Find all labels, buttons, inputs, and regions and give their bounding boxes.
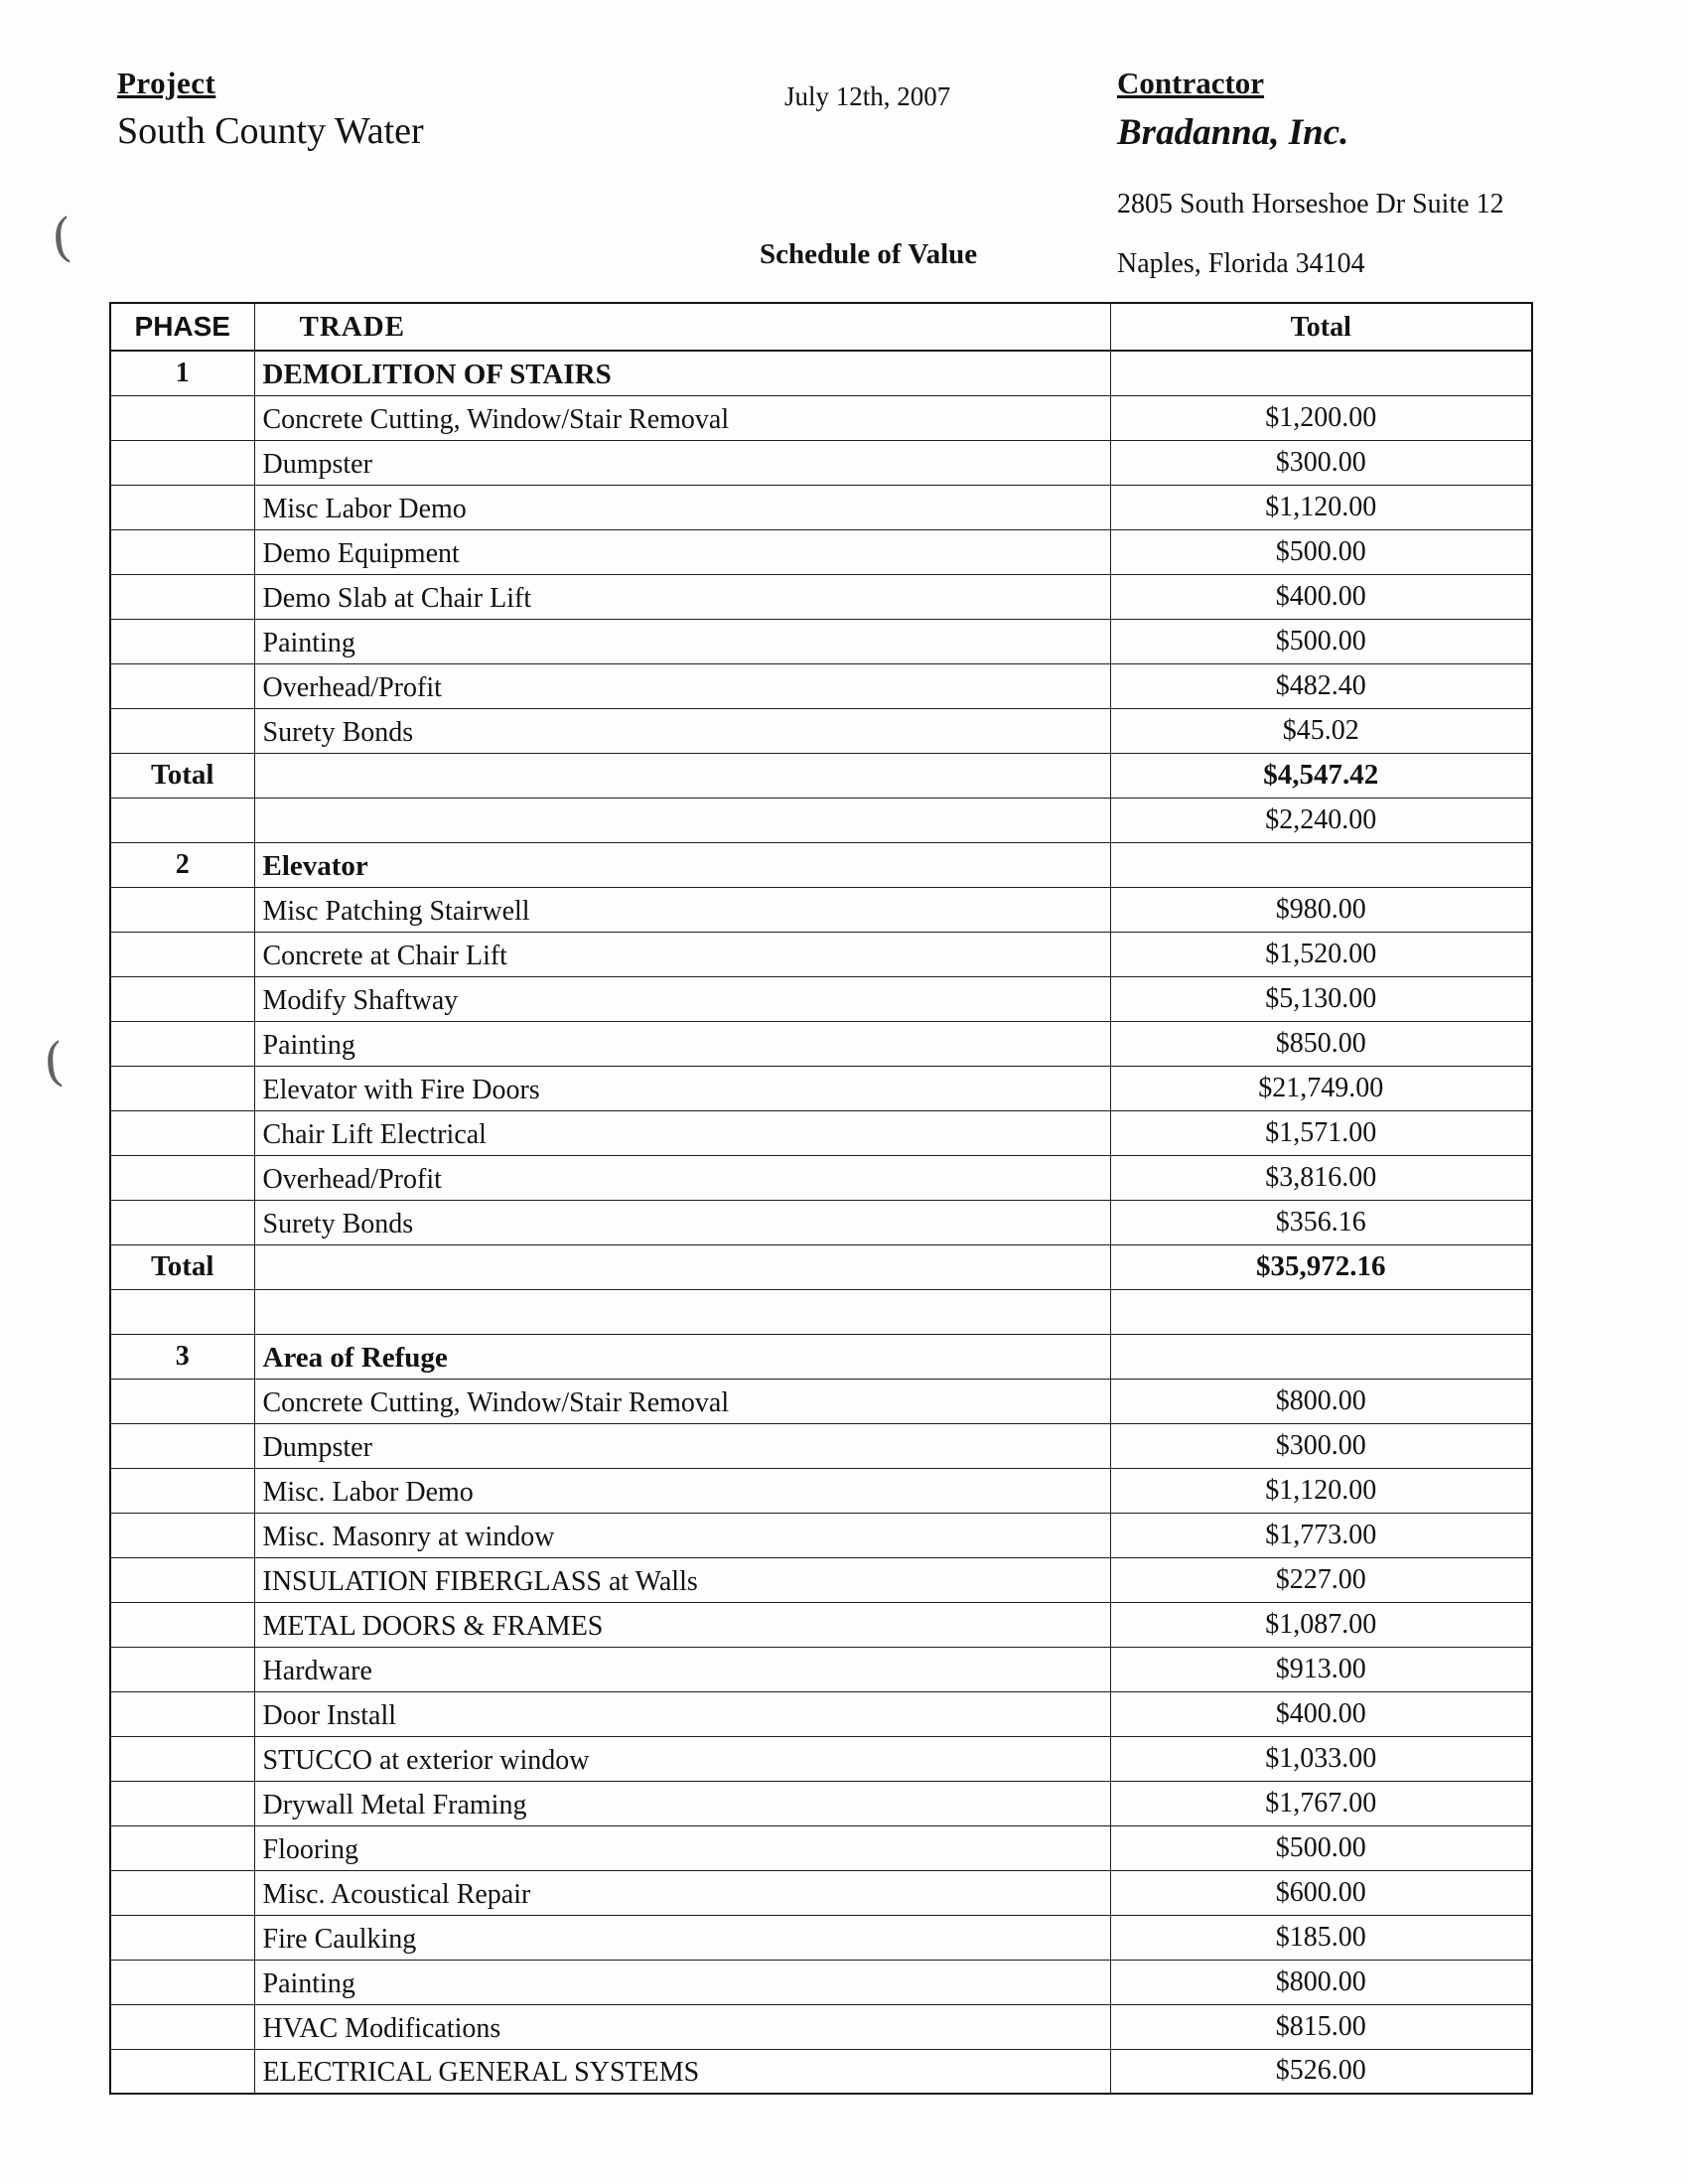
- table-row: [110, 1736, 1532, 1781]
- trade-cell: DEMOLITION OF STAIRS: [254, 351, 1110, 395]
- total-cell: $482.40: [1110, 663, 1532, 708]
- trade-cell: Hardware: [254, 1647, 1110, 1691]
- phase-cell: 3: [110, 1334, 254, 1379]
- table-row: [110, 1021, 1532, 1066]
- total-cell: [1110, 351, 1532, 395]
- phase-cell: Total: [110, 753, 254, 798]
- total-cell: $1,767.00: [1110, 1781, 1532, 1825]
- total-cell: $500.00: [1110, 619, 1532, 663]
- trade-cell: Misc. Masonry at window: [254, 1513, 1110, 1557]
- trade-cell: Chair Lift Electrical: [254, 1110, 1110, 1155]
- phase-cell: [110, 1289, 254, 1334]
- phase-cell: [110, 1781, 254, 1825]
- table-row: [110, 976, 1532, 1021]
- phase-cell: [110, 1960, 254, 2004]
- total-cell: [1110, 842, 1532, 887]
- table-row: [110, 2049, 1532, 2094]
- phase-cell: [110, 887, 254, 932]
- trade-cell: Concrete Cutting, Window/Stair Removal: [254, 395, 1110, 440]
- trade-cell: Fire Caulking: [254, 1915, 1110, 1960]
- trade-cell: Misc Labor Demo: [254, 485, 1110, 529]
- total-cell: $4,547.42: [1110, 753, 1532, 798]
- trade-cell: HVAC Modifications: [254, 2004, 1110, 2049]
- scan-artifact-mark: (: [49, 208, 74, 269]
- total-cell: $1,120.00: [1110, 485, 1532, 529]
- table-row: [110, 1066, 1532, 1110]
- trade-cell: Flooring: [254, 1825, 1110, 1870]
- trade-cell: [254, 1289, 1110, 1334]
- phase-cell: [110, 1110, 254, 1155]
- phase-cell: [110, 1379, 254, 1423]
- table-header-row: [110, 303, 1532, 351]
- project-name: South County Water: [117, 110, 424, 152]
- phase-cell: [110, 1647, 254, 1691]
- total-cell: $1,200.00: [1110, 395, 1532, 440]
- trade-cell: Dumpster: [254, 1423, 1110, 1468]
- total-cell: $800.00: [1110, 1379, 1532, 1423]
- trade-cell: Modify Shaftway: [254, 976, 1110, 1021]
- total-cell: $600.00: [1110, 1870, 1532, 1915]
- total-cell: [1110, 1289, 1532, 1334]
- phase-cell: [110, 395, 254, 440]
- total-cell: $21,749.00: [1110, 1066, 1532, 1110]
- trade-cell: [254, 798, 1110, 842]
- phase-cell: [110, 2004, 254, 2049]
- table-row: [110, 1647, 1532, 1691]
- trade-cell: Painting: [254, 1021, 1110, 1066]
- total-cell: $185.00: [1110, 1915, 1532, 1960]
- phase-cell: [110, 574, 254, 619]
- trade-cell: ELECTRICAL GENERAL SYSTEMS: [254, 2049, 1110, 2094]
- table-row: [110, 1379, 1532, 1423]
- trade-cell: Demo Slab at Chair Lift: [254, 574, 1110, 619]
- phase-cell: 2: [110, 842, 254, 887]
- trade-cell: STUCCO at exterior window: [254, 1736, 1110, 1781]
- phase-cell: [110, 1423, 254, 1468]
- total-cell: $5,130.00: [1110, 976, 1532, 1021]
- table-row: [110, 1468, 1532, 1513]
- table-row: [110, 1110, 1532, 1155]
- total-cell: $1,520.00: [1110, 932, 1532, 976]
- total-cell: $300.00: [1110, 1423, 1532, 1468]
- total-cell: $980.00: [1110, 887, 1532, 932]
- total-cell: $1,033.00: [1110, 1736, 1532, 1781]
- total-cell: $1,087.00: [1110, 1602, 1532, 1647]
- phase-cell: [110, 619, 254, 663]
- table-row: [110, 351, 1532, 395]
- phase-column-header: PHASE: [110, 303, 254, 351]
- table-row: [110, 1334, 1532, 1379]
- contractor-label: Contractor: [1117, 66, 1265, 100]
- phase-cell: [110, 976, 254, 1021]
- trade-cell: Area of Refuge: [254, 1334, 1110, 1379]
- trade-cell: Dumpster: [254, 440, 1110, 485]
- trade-cell: [254, 753, 1110, 798]
- phase-cell: Total: [110, 1244, 254, 1289]
- schedule-of-values-table: [109, 302, 1533, 2095]
- phase-cell: 1: [110, 351, 254, 395]
- total-cell: $35,972.16: [1110, 1244, 1532, 1289]
- phase-cell: [110, 1021, 254, 1066]
- table-row: [110, 1602, 1532, 1647]
- trade-cell: METAL DOORS & FRAMES: [254, 1602, 1110, 1647]
- phase-cell: [110, 1825, 254, 1870]
- table-row: [110, 887, 1532, 932]
- table-row: [110, 663, 1532, 708]
- table-row: [110, 1960, 1532, 2004]
- trade-column-header: TRADE: [254, 303, 1110, 351]
- table-row: [110, 708, 1532, 753]
- trade-cell: Demo Equipment: [254, 529, 1110, 574]
- trade-cell: Surety Bonds: [254, 1200, 1110, 1244]
- total-cell: $227.00: [1110, 1557, 1532, 1602]
- trade-cell: INSULATION FIBERGLASS at Walls: [254, 1557, 1110, 1602]
- table-row: [110, 798, 1532, 842]
- phase-cell: [110, 1066, 254, 1110]
- total-cell: $500.00: [1110, 1825, 1532, 1870]
- total-cell: $3,816.00: [1110, 1155, 1532, 1200]
- phase-cell: [110, 1557, 254, 1602]
- total-cell: $526.00: [1110, 2049, 1532, 2094]
- total-cell: $45.02: [1110, 708, 1532, 753]
- total-column-header: Total: [1110, 303, 1532, 351]
- trade-cell: Elevator: [254, 842, 1110, 887]
- trade-cell: [254, 1244, 1110, 1289]
- contractor-address-line1: 2805 South Horseshoe Dr Suite 12: [1117, 189, 1504, 219]
- total-cell: $913.00: [1110, 1647, 1532, 1691]
- table-row: [110, 485, 1532, 529]
- total-cell: $1,120.00: [1110, 1468, 1532, 1513]
- trade-cell: Overhead/Profit: [254, 1155, 1110, 1200]
- total-cell: $356.16: [1110, 1200, 1532, 1244]
- phase-cell: [110, 1870, 254, 1915]
- table-row: [110, 1870, 1532, 1915]
- total-cell: $800.00: [1110, 1960, 1532, 2004]
- table-row: [110, 529, 1532, 574]
- phase-cell: [110, 440, 254, 485]
- table-row: [110, 395, 1532, 440]
- table-row: [110, 574, 1532, 619]
- total-cell: $2,240.00: [1110, 798, 1532, 842]
- trade-cell: Drywall Metal Framing: [254, 1781, 1110, 1825]
- trade-cell: Misc. Acoustical Repair: [254, 1870, 1110, 1915]
- table-row: [110, 1200, 1532, 1244]
- project-label: Project: [117, 66, 216, 100]
- total-cell: $400.00: [1110, 574, 1532, 619]
- table-row: [110, 753, 1532, 798]
- table-row: [110, 619, 1532, 663]
- trade-cell: Door Install: [254, 1691, 1110, 1736]
- table-row: [110, 1513, 1532, 1557]
- contractor-address-line2: Naples, Florida 34104: [1117, 248, 1365, 279]
- total-cell: $1,773.00: [1110, 1513, 1532, 1557]
- phase-cell: [110, 932, 254, 976]
- trade-cell: Surety Bonds: [254, 708, 1110, 753]
- table-row: [110, 1244, 1532, 1289]
- phase-cell: [110, 485, 254, 529]
- phase-cell: [110, 1513, 254, 1557]
- table-row: [110, 1423, 1532, 1468]
- schedule-body: [110, 351, 1532, 2094]
- trade-cell: Overhead/Profit: [254, 663, 1110, 708]
- phase-cell: [110, 1200, 254, 1244]
- phase-cell: [110, 1691, 254, 1736]
- trade-cell: Painting: [254, 619, 1110, 663]
- phase-cell: [110, 1736, 254, 1781]
- trade-cell: Elevator with Fire Doors: [254, 1066, 1110, 1110]
- total-cell: $850.00: [1110, 1021, 1532, 1066]
- table-row: [110, 2004, 1532, 2049]
- contractor-name: Bradanna, Inc.: [1117, 112, 1349, 153]
- total-cell: [1110, 1334, 1532, 1379]
- table-row: [110, 1825, 1532, 1870]
- phase-cell: [110, 798, 254, 842]
- table-row: [110, 1915, 1532, 1960]
- total-cell: $300.00: [1110, 440, 1532, 485]
- phase-cell: [110, 1468, 254, 1513]
- phase-cell: [110, 529, 254, 574]
- scan-artifact-mark: (: [41, 1032, 67, 1093]
- table-row: [110, 440, 1532, 485]
- trade-cell: Misc. Labor Demo: [254, 1468, 1110, 1513]
- total-cell: $815.00: [1110, 2004, 1532, 2049]
- phase-cell: [110, 1155, 254, 1200]
- trade-cell: Concrete at Chair Lift: [254, 932, 1110, 976]
- table-row: [110, 1781, 1532, 1825]
- phase-cell: [110, 708, 254, 753]
- schedule-title: Schedule of Value: [760, 238, 978, 270]
- trade-cell: Misc Patching Stairwell: [254, 887, 1110, 932]
- phase-cell: [110, 663, 254, 708]
- phase-cell: [110, 1602, 254, 1647]
- table-row: [110, 1289, 1532, 1334]
- document-date: July 12th, 2007: [784, 81, 951, 111]
- trade-cell: Concrete Cutting, Window/Stair Removal: [254, 1379, 1110, 1423]
- phase-cell: [110, 1915, 254, 1960]
- table-row: [110, 1155, 1532, 1200]
- total-cell: $500.00: [1110, 529, 1532, 574]
- table-row: [110, 842, 1532, 887]
- table-row: [110, 1691, 1532, 1736]
- total-cell: $1,571.00: [1110, 1110, 1532, 1155]
- trade-cell: Painting: [254, 1960, 1110, 2004]
- table-row: [110, 932, 1532, 976]
- phase-cell: [110, 2049, 254, 2094]
- table-row: [110, 1557, 1532, 1602]
- total-cell: $400.00: [1110, 1691, 1532, 1736]
